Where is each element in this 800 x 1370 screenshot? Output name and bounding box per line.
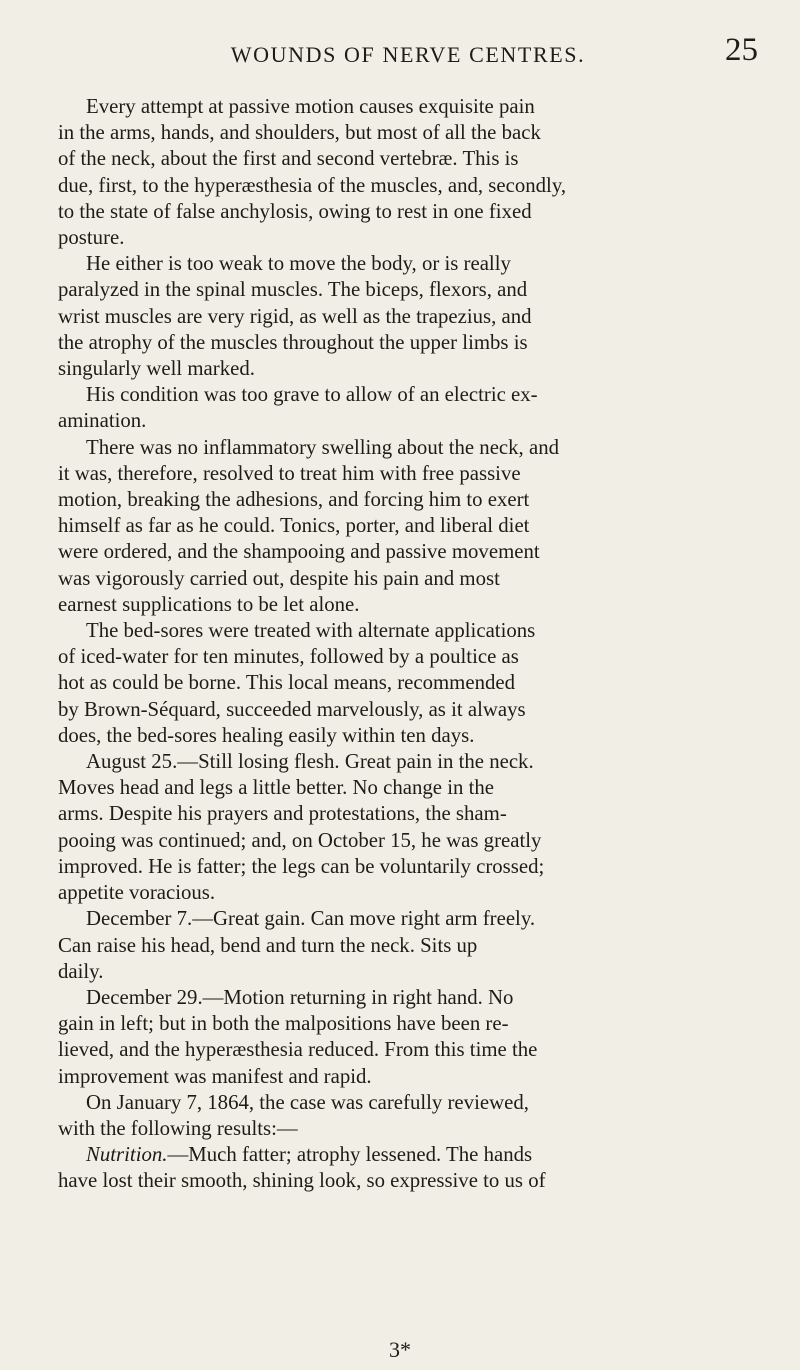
paragraph bbox=[58, 1090, 744, 1142]
text-line bbox=[58, 1142, 744, 1168]
text-line: December 29.—Motion returning in right hand. No bbox=[86, 985, 514, 1009]
text-line: does, the bed-sores healing easily within ten days. bbox=[58, 723, 475, 747]
body-text bbox=[58, 94, 744, 1195]
text-line: appetite voracious. bbox=[58, 881, 216, 905]
text-line: pooing was continued; and, on October 15, he was greatly bbox=[58, 828, 542, 852]
text-line: daily. bbox=[58, 959, 104, 983]
text-line: He either is too weak to move the body, or is really bbox=[86, 252, 511, 276]
paragraph bbox=[58, 618, 744, 749]
text-line: to the state of false anchylosis, owing to rest in one fixed bbox=[58, 199, 532, 223]
paragraph bbox=[58, 382, 744, 434]
text-line: On January 7, 1864, the case was carefully reviewed, bbox=[86, 1090, 529, 1114]
text-line: There was no inflammatory swelling about the neck, and bbox=[86, 435, 559, 459]
paragraph bbox=[58, 749, 744, 906]
text-line: arms. Despite his prayers and protestations, the sham- bbox=[58, 802, 507, 826]
text-line: himself as far as he could. Tonics, porter, and liberal diet bbox=[58, 514, 530, 538]
text-line: posture. bbox=[58, 226, 125, 250]
page-number: 25 bbox=[725, 32, 758, 68]
text-line: were ordered, and the shampooing and passive movement bbox=[58, 540, 540, 564]
text-line: have lost their smooth, shining look, so expressive to us of bbox=[58, 1169, 546, 1193]
text-line: with the following results:— bbox=[58, 1116, 298, 1140]
text-line: Moves head and legs a little better. No change in the bbox=[58, 776, 495, 800]
paragraph bbox=[58, 435, 744, 618]
text-line-rest: —Much fatter; atrophy lessened. The hands bbox=[167, 1143, 533, 1167]
text-line: wrist muscles are very rigid, as well as the trapezius, and bbox=[58, 304, 532, 328]
paragraph bbox=[58, 906, 744, 985]
text-line: improvement was manifest and rapid. bbox=[58, 1064, 372, 1088]
text-line: Every attempt at passive motion causes exquisite pain bbox=[86, 95, 535, 118]
text-line: amination. bbox=[58, 409, 147, 433]
text-line: December 7.—Great gain. Can move right arm freely. bbox=[86, 907, 536, 931]
text-line: due, first, to the hyperæsthesia of the muscles, and, secondly, bbox=[58, 173, 567, 197]
running-head bbox=[56, 34, 760, 74]
text-line: improved. He is fatter; the legs can be voluntarily crossed; bbox=[58, 854, 545, 878]
text-line: was vigorously carried out, despite his pain and most bbox=[58, 566, 500, 590]
text-line: lieved, and the hyperæsthesia reduced. From this time the bbox=[58, 1038, 538, 1062]
text-line: it was, therefore, resolved to treat him with free passive bbox=[58, 461, 521, 485]
paragraph bbox=[58, 1142, 744, 1194]
text-line: by Brown-Séquard, succeeded marvelously, as it always bbox=[58, 697, 526, 721]
text-line: of iced-water for ten minutes, followed by a poultice as bbox=[58, 645, 519, 669]
text-line: of the neck, about the first and second vertebræ. This is bbox=[58, 147, 519, 171]
paragraph bbox=[58, 251, 744, 382]
section-lead: Nutrition. bbox=[86, 1143, 168, 1167]
text-line: paralyzed in the spinal muscles. The biceps, flexors, and bbox=[58, 278, 528, 302]
paragraph bbox=[58, 985, 744, 1090]
text-line: Can raise his head, bend and turn the neck. Sits up bbox=[58, 933, 478, 957]
text-line: gain in left; but in both the malpositions have been re- bbox=[58, 1012, 509, 1036]
text-line: the atrophy of the muscles throughout the upper limbs is bbox=[58, 330, 528, 354]
paragraph bbox=[58, 94, 744, 251]
signature-mark: 3* bbox=[389, 1337, 411, 1362]
text-line: singularly well marked. bbox=[58, 357, 255, 381]
running-title: WOUNDS OF NERVE CENTRES. bbox=[230, 42, 586, 67]
text-line: August 25.—Still losing flesh. Great pain in the neck. bbox=[86, 750, 534, 774]
text-line: in the arms, hands, and shoulders, but most of all the back bbox=[58, 121, 541, 145]
text-line: hot as could be borne. This local means, recommended bbox=[58, 671, 516, 695]
text-line: The bed-sores were treated with alternate applications bbox=[86, 619, 536, 643]
text-line: motion, breaking the adhesions, and forcing him to exert bbox=[58, 488, 530, 512]
text-line: earnest supplications to be let alone. bbox=[58, 592, 360, 616]
text-line: His condition was too grave to allow of an electric ex- bbox=[86, 383, 538, 407]
